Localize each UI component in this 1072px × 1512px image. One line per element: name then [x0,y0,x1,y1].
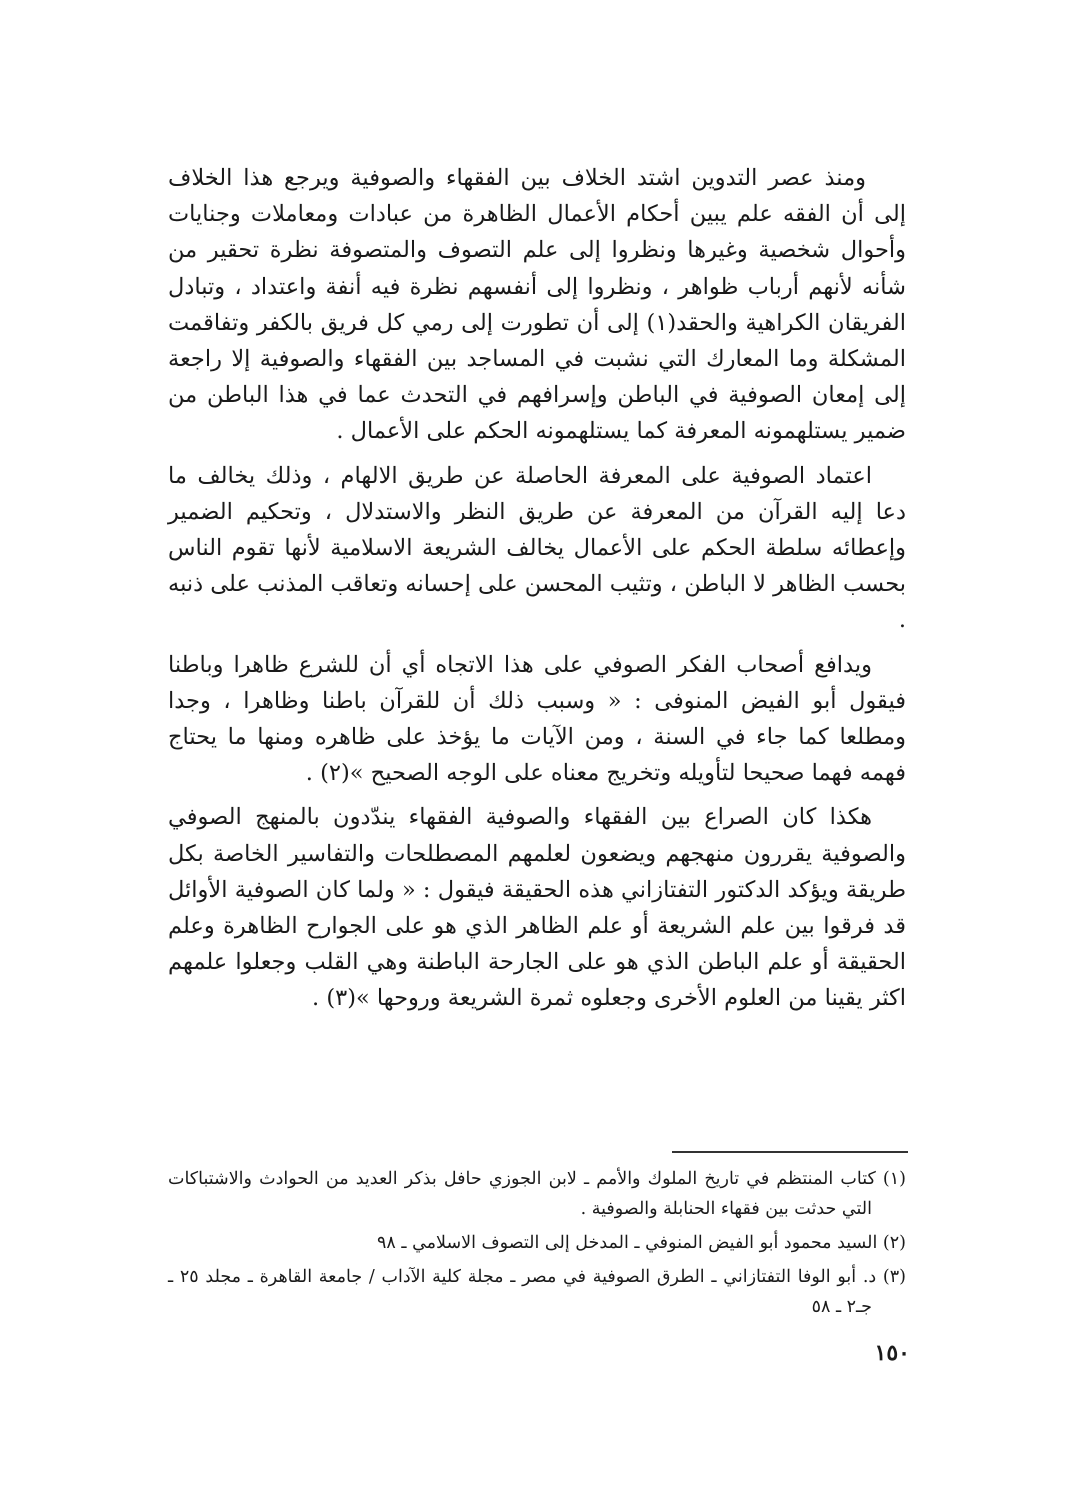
footnote-2: (٢) السيد محمود أبو الفيض المنوفي ـ المدخل إلى التصوف الاسلامي ـ ٩٨ [377,1233,906,1253]
paragraph-1: ومنذ عصر التدوين اشتد الخلاف بين الفقهاء والصوفية ويرجع هذا الخلاف إلى أن الفقه علم يبين أحكام الأعمال الظاهرة من عبادات ومعاملات وجنايات وأحوال شخصية وغيرها ونظروا إلى علم التصوف والمتصوفة نظرة تحقير من شأنه لأنهم أرباب ظواهر ، ونظروا إلى أنفسهم نظرة فيه أنفة واعتداد ، وتبادل الفريقان الكراهية والحقد(١) إلى أن تطورت إلى رمي كل فريق بالكفر وتفاقمت المشكلة وما المعارك التي نشبت في المساجد بين الفقهاء والصوفية إلا راجعة إلى إمعان الصوفية في الباطن وإسرافهم في التحدث عما في هذا الباطن من ضمير يستلهمونه المعرفة كما يستلهمونه الحكم على الأعمال . [168,165,906,445]
paragraph-3: ويدافع أصحاب الفكر الصوفي على هذا الاتجاه أي أن للشرع ظاهرا وباطنا فيقول أبو الفيض المنوفى : « وسبب ذلك أن للقرآن باطنا وظاهرا ، وجدا ومطلعا كما جاء في السنة ، ومن الآيات ما يؤخذ على ظاهره ومنها ما يحتاج فهمه فهما صحيحا لتأويله وتخريج معناه على الوجه الصحيح »(٢) . [168,651,906,787]
paragraph-4: هكذا كان الصراع بين الفقهاء والصوفية الفقهاء يندّدون بالمنهج الصوفي والصوفية يقررون منهجهم ويضعون لعلمهم المصطلحات والتفاسير الخاصة بكل طريقة ويؤكد الدكتور التفتازاني هذه الحقيقة فيقول : « ولما كان الصوفية الأوائل قد فرقوا بين علم الشريعة أو علم الظاهر الذي هو على الجوارح الظاهرة وعلم الحقيقة أو علم الباطن الذي هو على الجارحة الباطنة وهي القلب وجعلوا علمهم اكثر يقينا من العلوم الأخرى وجعلوه ثمرة الشريعة وروحها »(٣) . [168,804,906,1012]
footnotes [168,1164,906,1326]
footnote-separator [672,1151,908,1153]
page-number: ١٥٠ [874,1340,910,1366]
paragraph-2: اعتماد الصوفية على المعرفة الحاصلة عن طريق الالهام ، وذلك يخالف ما دعا إليه القرآن من المعرفة عن طريق النظر والاستدلال ، وتحكيم الضمير وإعطائه سلطة الحكم على الأعمال يخالف الشريعة الاسلامية لأنها تقوم الناس بحسب الظاهر لا الباطن ، وتثيب المحسن على إحسانه وتعاقب المذنب على ذنبه . [168,462,906,634]
footnote-3: (٣) د. أبو الوفا التفتازاني ـ الطرق الصوفية في مصر ـ مجلة كلية الآداب / جامعة القاهرة ـ مجلد ٢٥ ـ جـ٢ ـ ٥٨ [168,1267,906,1317]
footnote-1: (١) كتاب المنتظم في تاريخ الملوك والأمم ـ لابن الجوزي حافل بذكر العديد من الحوادث والاشتباكات التي حدثت بين فقهاء الحنابلة والصوفية . [168,1169,906,1219]
main-text [168,160,906,1025]
